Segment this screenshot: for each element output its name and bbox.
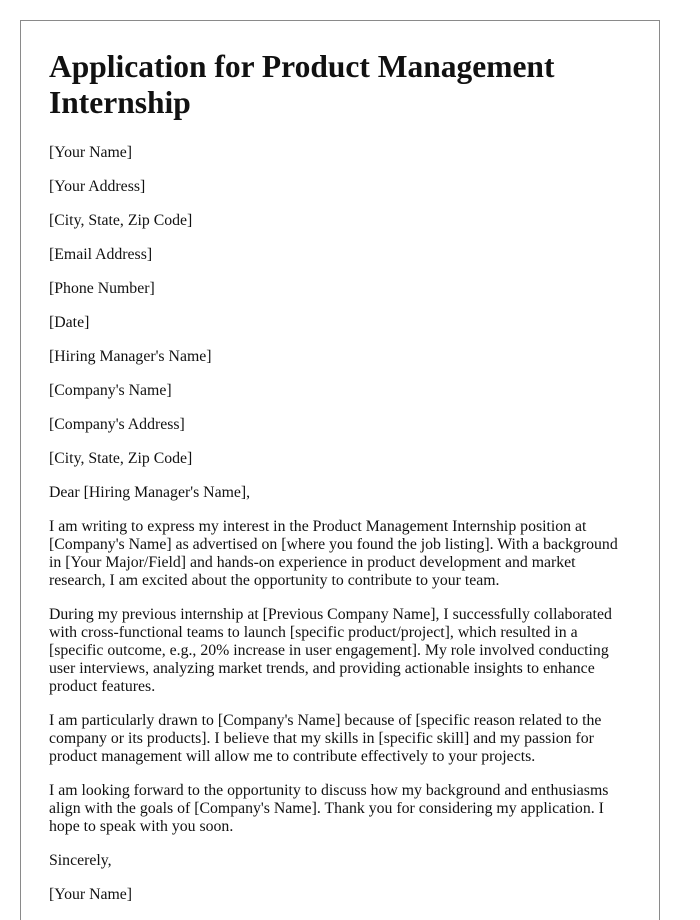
letter-title: Application for Product Management Internship <box>49 49 555 120</box>
letter-page <box>20 20 660 920</box>
sender-address: [Your Address] <box>49 178 146 195</box>
sender-phone: [Phone Number] <box>49 280 155 297</box>
body-paragraph-closing: I am looking forward to the opportunity to discuss how my background and enthusiasms align with the goals of [Company's Name]. Thank you for considering my application. I hope to speak with you soon. <box>49 782 609 835</box>
recipient-company-address: [Company's Address] <box>49 416 185 433</box>
body-paragraph-motivation: I am particularly drawn to [Company's Name] because of [specific reason related to the company or its products]. I believe that my skills in [specific skill] and my passion for product management will allow me to contribute effectively to your projects. <box>49 712 602 765</box>
signature: [Your Name] <box>49 886 133 903</box>
sender-name: [Your Name] <box>49 144 133 161</box>
recipient-city-state-zip: [City, State, Zip Code] <box>49 450 193 467</box>
salutation: Dear [Hiring Manager's Name], <box>49 484 251 501</box>
closing: Sincerely, <box>49 852 112 869</box>
body-paragraph-intro: I am writing to express my interest in the Product Management Internship position at [Company's Name] as advertised on [where you found the job listing]. With a background in [Your Major/Field] and hands-on experience in product development and market research, I am excited about the opportunity to contribute to your team. <box>49 518 618 589</box>
recipient-company-name: [Company's Name] <box>49 382 172 399</box>
recipient-hiring-manager: [Hiring Manager's Name] <box>49 348 212 365</box>
sender-city-state-zip: [City, State, Zip Code] <box>49 212 193 229</box>
letter-date: [Date] <box>49 314 90 331</box>
body-paragraph-experience: During my previous internship at [Previous Company Name], I successfully collaborated with cross-functional teams to launch [specific product/project], which resulted in a [specific outcome, e.g., 20% increase in user engagement]. My role involved conducting user interviews, analyzing market trends, and providing actionable insights to enhance product features. <box>49 606 612 695</box>
letter-content <box>49 49 633 920</box>
sender-email: [Email Address] <box>49 246 153 263</box>
